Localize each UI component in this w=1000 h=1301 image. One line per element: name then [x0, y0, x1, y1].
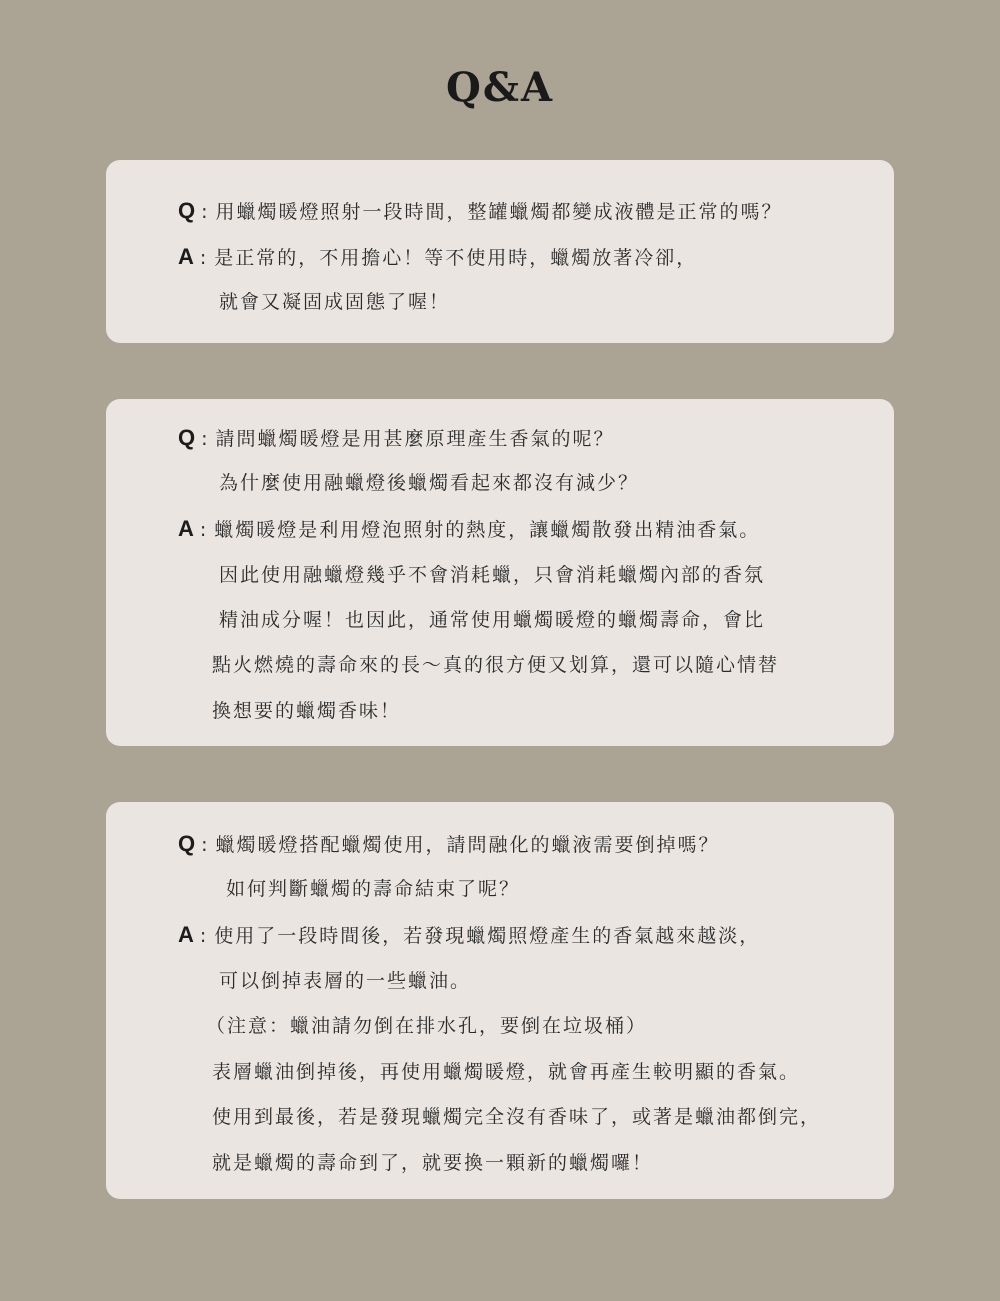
answer-text: 精油成分喔！也因此，通常使用蠟燭暖燈的蠟燭壽命，會比	[219, 609, 766, 631]
qa-card-1	[106, 160, 894, 343]
answer-text: 表層蠟油倒掉後，再使用蠟燭暖燈，就會再產生較明顯的香氣。	[212, 1061, 801, 1083]
answer-text: 使用了一段時間後，若發現蠟燭照燈產生的香氣越來越淡，	[214, 925, 761, 947]
answer-note: （注意：蠟油請勿倒在排水孔，要倒在垃圾桶）	[206, 1015, 648, 1037]
answer-marker: A	[178, 922, 194, 947]
answer-text: 使用到最後，若是發現蠟燭完全沒有香味了，或著是蠟油都倒完，	[212, 1106, 822, 1128]
answer-text: 點火燃燒的壽命來的長～真的很方便又划算，還可以隨心情替	[212, 654, 780, 676]
question-line	[178, 199, 783, 224]
question-line	[178, 426, 615, 451]
question-line	[178, 832, 720, 857]
answer-text: 換想要的蠟燭香味！	[212, 700, 402, 722]
answer-text: 蠟燭暖燈是利用燈泡照射的熱度，讓蠟燭散發出精油香氣。	[214, 519, 761, 541]
answer-marker: A	[178, 516, 194, 541]
colon: :	[201, 834, 208, 856]
answer-line	[178, 245, 697, 270]
answer-line	[178, 517, 760, 542]
answer-marker: A	[178, 244, 194, 269]
answer-text: 就是蠟燭的壽命到了，就要換一顆新的蠟燭囉！	[212, 1152, 654, 1174]
colon: :	[199, 519, 207, 541]
question-marker: Q	[178, 831, 196, 856]
colon: :	[201, 201, 208, 223]
qa-card-3	[106, 802, 894, 1199]
answer-text: 可以倒掉表層的一些蠟油。	[219, 970, 472, 992]
question-text: 蠟燭暖燈搭配蠟燭使用，請問融化的蠟液需要倒掉嗎？	[215, 834, 720, 856]
question-text: 用蠟燭暖燈照射一段時間，整罐蠟燭都變成液體是正常的嗎？	[215, 201, 783, 223]
question-text: 如何判斷蠟燭的壽命結束了呢？	[226, 878, 521, 900]
page-title: Q&A	[446, 64, 554, 111]
question-text: 請問蠟燭暖燈是用甚麼原理產生香氣的呢？	[215, 428, 615, 450]
answer-text: 因此使用融蠟燈幾乎不會消耗蠟，只會消耗蠟燭內部的香氛	[219, 564, 766, 586]
question-marker: Q	[178, 198, 196, 223]
answer-line	[178, 923, 760, 948]
colon: :	[199, 925, 207, 947]
qa-card-2	[106, 399, 894, 746]
answer-text: 是正常的，不用擔心！等不使用時，蠟燭放著冷卻，	[214, 247, 698, 269]
colon: :	[201, 428, 208, 450]
answer-text: 就會又凝固成固態了喔！	[219, 291, 451, 313]
colon: :	[199, 247, 207, 269]
question-text: 為什麼使用融蠟燈後蠟燭看起來都沒有減少？	[219, 472, 640, 494]
question-marker: Q	[178, 425, 196, 450]
